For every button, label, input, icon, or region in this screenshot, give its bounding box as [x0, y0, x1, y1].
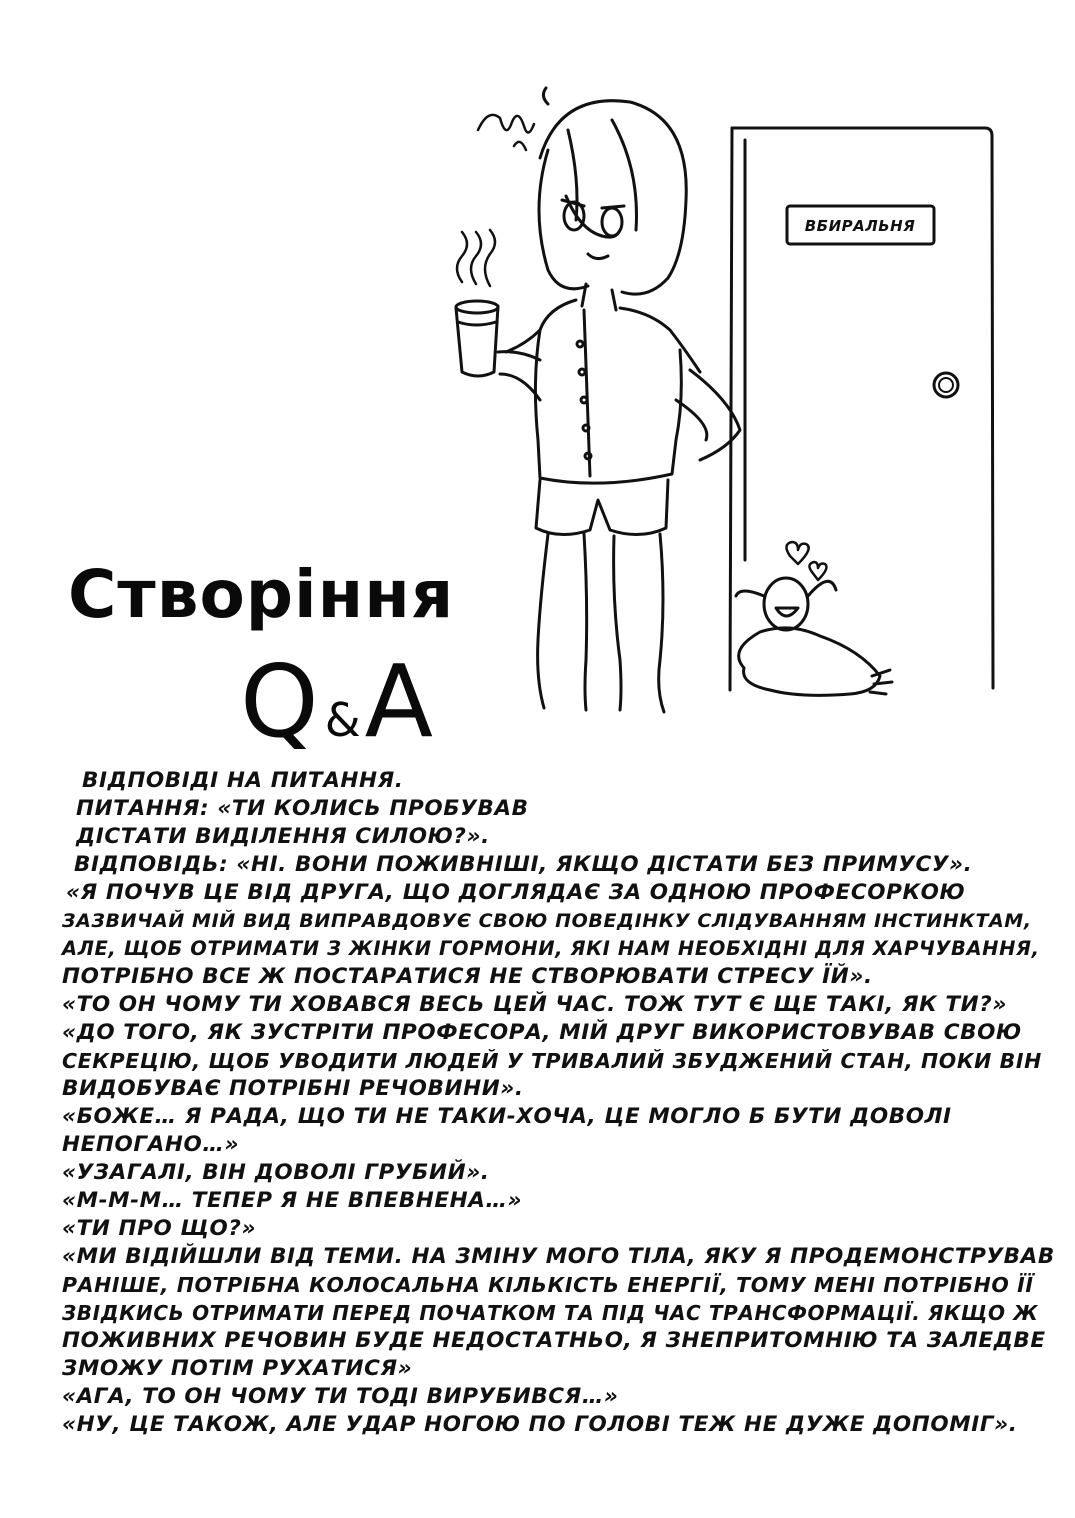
text-line: «ДО ТОГО, ЯК ЗУСТРІТИ ПРОФЕСОРА, МІЙ ДРУГ ВИКОРИСТОВУВАВ СВОЮ: [62, 1020, 1022, 1045]
coffee-cup: [456, 301, 498, 376]
text-line: «НУ, ЦЕ ТАКОЖ, АЛЕ УДАР НОГОЮ ПО ГОЛОВІ ТЕЖ НЕ ДУЖЕ ДОПОМІГ».: [62, 1412, 1018, 1437]
text-line: ЗАЗВИЧАЙ МІЙ ВИД ВИПРАВДОВУЄ СВОЮ ПОВЕДІНКУ СЛІДУВАННЯМ ІНСТИНКТАМ,: [62, 910, 1032, 932]
title-a: A: [364, 643, 434, 760]
text-line: «ТО ОН ЧОМУ ТИ ХОВАВСЯ ВЕСЬ ЦЕЙ ЧАС. ТОЖ ТУТ Є ЩЕ ТАКІ, ЯК ТИ?»: [62, 992, 1007, 1017]
text-line: «ТИ ПРО ЩО?»: [62, 1216, 257, 1241]
text-line: «УЗАГАЛІ, ВІН ДОВОЛІ ГРУБИЙ».: [62, 1160, 490, 1185]
text-line: ПИТАННЯ: «ТИ КОЛИСЬ ПРОБУВАВ: [76, 796, 529, 821]
steam-lines: [457, 230, 495, 286]
text-line: ВІДПОВІДІ НА ПИТАННЯ.: [82, 768, 404, 793]
text-line: ВИДОБУВАЄ ПОТРІБНІ РЕЧОВИНИ».: [62, 1076, 524, 1101]
character: [498, 88, 740, 712]
text-line: АЛЕ, ЩОБ ОТРИМАТИ З ЖІНКИ ГОРМОНИ, ЯКІ НАМ НЕОБХІДНІ ДЛЯ ХАРЧУВАННЯ,: [62, 937, 1040, 960]
text-line: «М-М-М… ТЕПЕР Я НЕ ВПЕВНЕНА…»: [62, 1188, 523, 1213]
text-line: ПОТРІБНО ВСЕ Ж ПОСТАРАТИСЯ НЕ СТВОРЮВАТИ СТРЕСУ ЇЙ».: [62, 964, 873, 989]
annoyance-scribble: [478, 115, 534, 150]
little-creature: [736, 578, 892, 695]
page-title: Створіння: [68, 556, 455, 633]
text-line: «АГА, ТО ОН ЧОМУ ТИ ТОДІ ВИРУБИВСЯ…»: [62, 1384, 619, 1409]
page-subtitle-qa: [240, 643, 434, 760]
text-line: ПОЖИВНИХ РЕЧОВИН БУДЕ НЕДОСТАТНЬО, Я ЗНЕПРИТОМНІЮ ТА ЗАЛЕДВЕ: [62, 1328, 1046, 1353]
door: [730, 128, 993, 690]
text-line: НЕПОГАНО…»: [62, 1132, 240, 1157]
door-sign-label: ВБИРАЛЬНЯ: [804, 217, 916, 235]
text-line: «Я ПОЧУВ ЦЕ ВІД ДРУГА, ЩО ДОГЛЯДАЄ ЗА ОДНОЮ ПРОФЕСОРКОЮ: [66, 880, 966, 905]
text-line: ДІСТАТИ ВИДІЛЕННЯ СИЛОЮ?».: [76, 824, 490, 849]
text-line: РАНІШЕ, ПОТРІБНА КОЛОСАЛЬНА КІЛЬКІСТЬ ЕНЕРГІЇ, ТОМУ МЕНІ ПОТРІБНО ЇЇ: [62, 1273, 1034, 1297]
text-line: СЕКРЕЦІЮ, ЩОБ УВОДИТИ ЛЮДЕЙ У ТРИВАЛИЙ ЗБУДЖЕНИЙ СТАН, ПОКИ ВІН: [62, 1049, 1042, 1073]
title-q: Q: [240, 643, 319, 760]
text-line: ЗМОЖУ ПОТІМ РУХАТИСЯ»: [62, 1356, 413, 1381]
heart-icons: [786, 542, 826, 580]
title-amp: &: [324, 693, 361, 747]
text-line: «МИ ВІДІЙШЛИ ВІД ТЕМИ. НА ЗМІНУ МОГО ТІЛА, ЯКУ Я ПРОДЕМОНСТРУВАВ: [62, 1244, 1055, 1269]
text-line: ЗВІДКИСЬ ОТРИМАТИ ПЕРЕД ПОЧАТКОМ ТА ПІД ЧАС ТРАНСФОРМАЦІЇ. ЯКЩО Ж: [62, 1301, 1039, 1325]
text-line: ВІДПОВІДЬ: «НІ. ВОНИ ПОЖИВНІШІ, ЯКЩО ДІСТАТИ БЕЗ ПРИМУСУ».: [74, 852, 973, 877]
text-line: «БОЖЕ… Я РАДА, ЩО ТИ НЕ ТАКИ-ХОЧА, ЦЕ МОГЛО Б БУТИ ДОВОЛІ: [62, 1104, 952, 1129]
